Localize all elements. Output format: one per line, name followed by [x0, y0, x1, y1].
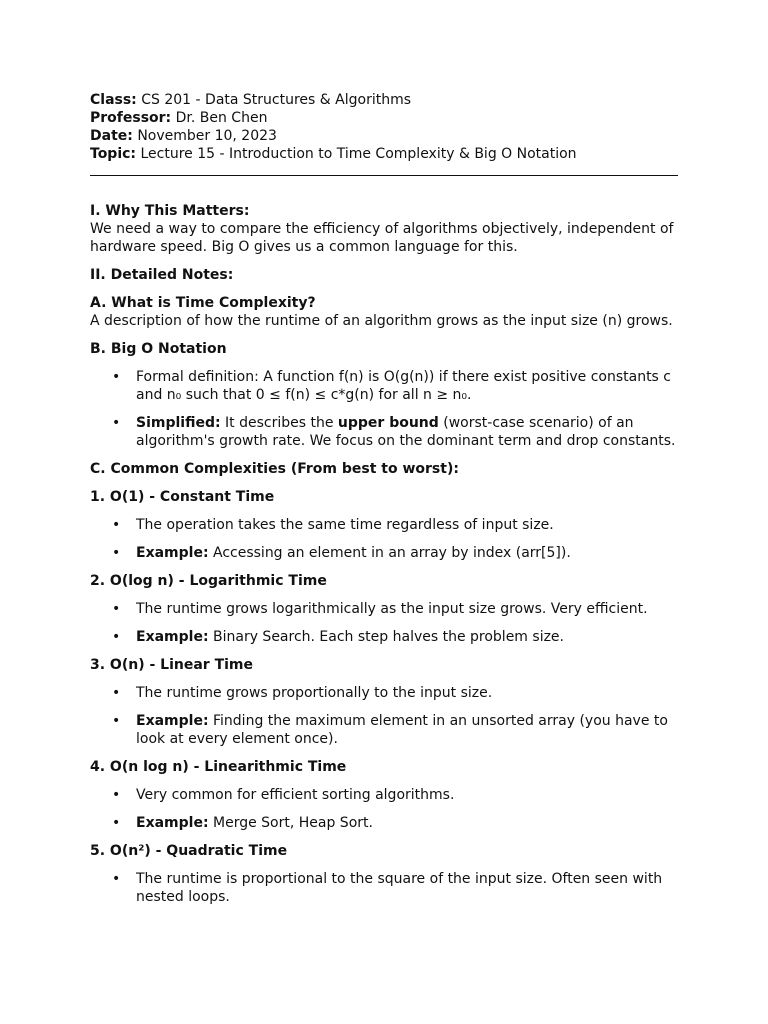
section-why-body: We need a way to compare the efficiency of algorithms objectively, independent of hardware speed. Big O gives us a common language for this.: [90, 221, 674, 255]
example-label: Example:: [136, 629, 209, 645]
topic-line: [90, 145, 678, 163]
section-why-heading: I. Why This Matters:: [90, 203, 250, 219]
list-item: • Very common for efficient sorting algorithms.: [136, 786, 678, 804]
example-text: Merge Sort, Heap Sort.: [208, 815, 373, 831]
class-line: [90, 91, 678, 109]
complexity-2-list: [90, 600, 678, 646]
list-item: [136, 414, 678, 450]
list-item: [136, 712, 678, 748]
subsection-c-heading: C. Common Complexities (From best to worst):: [90, 461, 459, 477]
complexity-5-heading: 5. O(n²) - Quadratic Time: [90, 843, 288, 859]
example-label: Example:: [136, 815, 209, 831]
class-label: Class:: [90, 92, 137, 108]
complexity-1-list: [90, 516, 678, 562]
class-value: CS 201 - Data Structures & Algorithms: [141, 92, 412, 108]
date-line: [90, 127, 678, 145]
complexity-3-heading: 3. O(n) - Linear Time: [90, 657, 253, 673]
list-item: • The runtime is proportional to the square of the input size. Often seen with nested loops.: [136, 870, 678, 906]
complexity-3-list: [90, 684, 678, 748]
upper-bound-term: upper bound: [337, 415, 439, 431]
example-text: Binary Search. Each step halves the problem size.: [208, 629, 564, 645]
example-text: Accessing an element in an array by index (arr[5]).: [208, 545, 571, 561]
example-label: Example:: [136, 545, 209, 561]
example-label: Example:: [136, 713, 209, 729]
simplified-text-pre: It describes the: [220, 415, 338, 431]
header-meta: [90, 91, 678, 163]
complexity-1-heading: 1. O(1) - Constant Time: [90, 489, 275, 505]
list-item: • The runtime grows logarithmically as the input size grows. Very efficient.: [136, 600, 678, 618]
header-divider: [90, 175, 678, 176]
simplified-label: Simplified:: [136, 415, 221, 431]
professor-line: [90, 109, 678, 127]
list-item: [136, 814, 678, 832]
subsection-b-heading: B. Big O Notation: [90, 341, 227, 357]
complexity-5-list: [90, 870, 678, 906]
complexity-4-heading: 4. O(n log n) - Linearithmic Time: [90, 759, 347, 775]
subsection-a-body: A description of how the runtime of an algorithm grows as the input size (n) grows.: [90, 313, 673, 329]
topic-value: Lecture 15 - Introduction to Time Complexity & Big O Notation: [140, 146, 577, 162]
list-item: [136, 544, 678, 562]
section-notes-heading: II. Detailed Notes:: [90, 267, 234, 283]
date-value: November 10, 2023: [137, 128, 277, 144]
list-item: • The runtime grows proportionally to the input size.: [136, 684, 678, 702]
list-item: • The operation takes the same time regardless of input size.: [136, 516, 678, 534]
topic-label: Topic:: [90, 146, 137, 162]
subsection-a-heading: A. What is Time Complexity?: [90, 295, 316, 311]
complexity-4-list: [90, 786, 678, 832]
professor-value: Dr. Ben Chen: [175, 110, 268, 126]
date-label: Date:: [90, 128, 133, 144]
professor-label: Professor:: [90, 110, 172, 126]
example-text: Finding the maximum element in an unsorted array (you have to look at every element once).: [136, 713, 668, 747]
complexity-2-heading: 2. O(log n) - Logarithmic Time: [90, 573, 327, 589]
big-o-list: [90, 368, 678, 450]
list-item: [136, 628, 678, 646]
simplified-text-post: (worst-case scenario) of an algorithm's growth rate. We focus on the dominant term and drop constants.: [136, 415, 676, 449]
list-item: • Formal definition: A function f(n) is O(g(n)) if there exist positive constants c and n₀ such that 0 ≤ f(n) ≤ c*g(n) for all n ≥ n₀.: [136, 368, 678, 404]
